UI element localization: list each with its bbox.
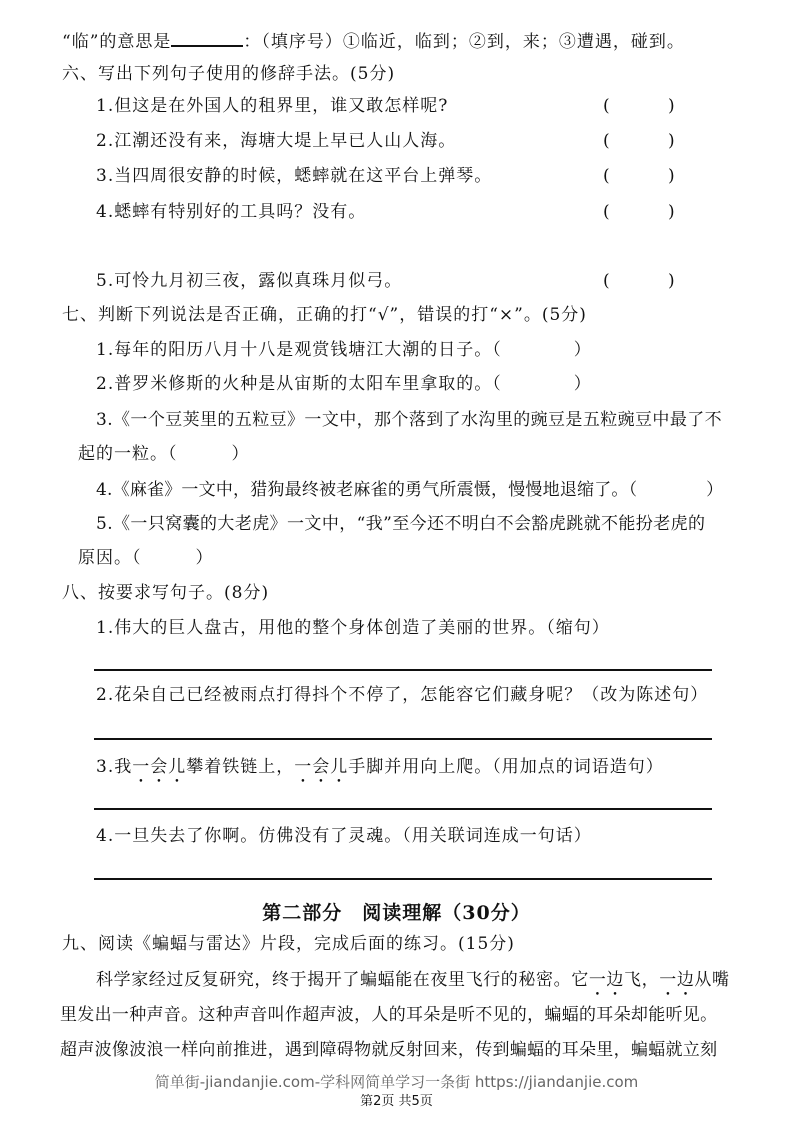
text: 从嘴 xyxy=(694,970,730,990)
answer-line[interactable] xyxy=(94,808,712,810)
dotted-word: 一边 xyxy=(659,970,695,990)
paren-close: ) xyxy=(668,131,675,151)
q8-heading: 八、按要求写句子。(8分) xyxy=(62,583,270,603)
paren-open[interactable]: ( xyxy=(603,271,610,291)
dotted-word: 一会儿 xyxy=(294,757,349,777)
paren-open[interactable]: ( xyxy=(603,131,610,151)
q6-item-4: 4.蟋蟀有特别好的工具吗？没有。 xyxy=(96,202,367,222)
q5-suffix: ：（填序号）①临近，临到；②到，来；③遭遇，碰到。 xyxy=(243,32,685,52)
q5-tail-line xyxy=(62,29,685,53)
text: 科学家经过反复研究，终于揭开了蝙蝠能在夜里飞行的秘密。它 xyxy=(96,970,589,990)
text: 3.我 xyxy=(96,757,133,777)
q6-item-5: 5.可怜九月初三夜，露似真珠月似弓。 xyxy=(96,271,403,291)
part2-title: 第二部分 阅读理解（30分） xyxy=(262,902,531,924)
text: 手脚并用向上爬。（用加点的词语造句） xyxy=(348,757,664,777)
q6-item-2: 2.江潮还没有来，海塘大堤上早已人山人海。 xyxy=(96,131,457,151)
paren-open[interactable]: ( xyxy=(603,96,610,116)
q8-item-4: 4.一旦失去了你啊。仿佛没有了灵魂。（用关联词连成一句话） xyxy=(96,826,592,846)
q5-prefix: “临”的意思是 xyxy=(62,32,172,52)
paren-close: ) xyxy=(668,202,675,222)
watermark: 简单街-jiandanjie.com-学科网简单学习一条街 https://jiandanjie.com xyxy=(154,1073,639,1091)
text: 飞， xyxy=(624,970,660,990)
page-number: 第2页 共5页 xyxy=(360,1094,433,1109)
dotted-word: 一会儿 xyxy=(132,757,187,777)
paren-open[interactable]: ( xyxy=(603,202,610,222)
q6-item-3: 3.当四周很安静的时候，蟋蟀就在这平台上弹琴。 xyxy=(96,166,493,186)
paren-open[interactable]: ( xyxy=(603,166,610,186)
answer-blank[interactable] xyxy=(171,29,243,47)
q9-para-line-1 xyxy=(96,969,730,1000)
answer-line[interactable] xyxy=(94,878,712,880)
q7-item-1: 1.每年的阳历八月十八是观赏钱塘江大潮的日子。（ ） xyxy=(96,340,592,360)
text: 攀着铁链上， xyxy=(186,757,295,777)
q8-item-3 xyxy=(96,756,664,787)
q6-heading: 六、写出下列句子使用的修辞手法。(5分) xyxy=(62,64,396,84)
q7-item-4: 4.《麻雀》一文中，猎狗最终被老麻雀的勇气所震慑，慢慢地退缩了。（ ） xyxy=(96,480,724,500)
paren-close: ) xyxy=(668,271,675,291)
paren-close: ) xyxy=(668,166,675,186)
q6-item-1: 1.但这是在外国人的租界里，谁又敢怎样呢? xyxy=(96,96,449,116)
q7-item-5: 5.《一只窝囊的大老虎》一文中，“我”至今还不明白不会豁虎跳就不能扮老虎的 xyxy=(96,514,706,534)
paren-close: ) xyxy=(668,96,675,116)
q8-item-1: 1.伟大的巨人盘古，用他的整个身体创造了美丽的世界。（缩句） xyxy=(96,618,610,638)
dotted-word: 一边 xyxy=(588,970,625,990)
q9-heading: 九、阅读《蝙蝠与雷达》片段，完成后面的练习。(15分) xyxy=(62,934,515,954)
q7-heading: 七、判断下列说法是否正确，正确的打“√”，错误的打“×”。(5分) xyxy=(62,305,587,325)
q8-item-2: 2.花朵自己已经被雨点打得抖个不停了，怎能容它们藏身呢？（改为陈述句） xyxy=(96,685,709,705)
q7-item-5-cont: 原因。（ ） xyxy=(78,548,214,568)
answer-line[interactable] xyxy=(94,669,712,671)
q7-item-3: 3.《一个豆荚里的五粒豆》一文中，那个落到了水沟里的豌豆是五粒豌豆中最了不 xyxy=(96,410,723,430)
q7-item-3-cont: 起的一粒。（ ） xyxy=(78,444,250,464)
q9-para-line-2: 里发出一种声音。这种声音叫作超声波，人的耳朵是听不见的，蝙蝠的耳朵却能听见。 xyxy=(60,1005,718,1025)
q9-para-line-3: 超声波像波浪一样向前推进，遇到障碍物就反射回来，传到蝙蝠的耳朵里，蝙蝠就立刻 xyxy=(60,1040,718,1060)
q7-item-2: 2.普罗米修斯的火种是从宙斯的太阳车里拿取的。（ ） xyxy=(96,374,592,394)
answer-line[interactable] xyxy=(94,738,712,740)
